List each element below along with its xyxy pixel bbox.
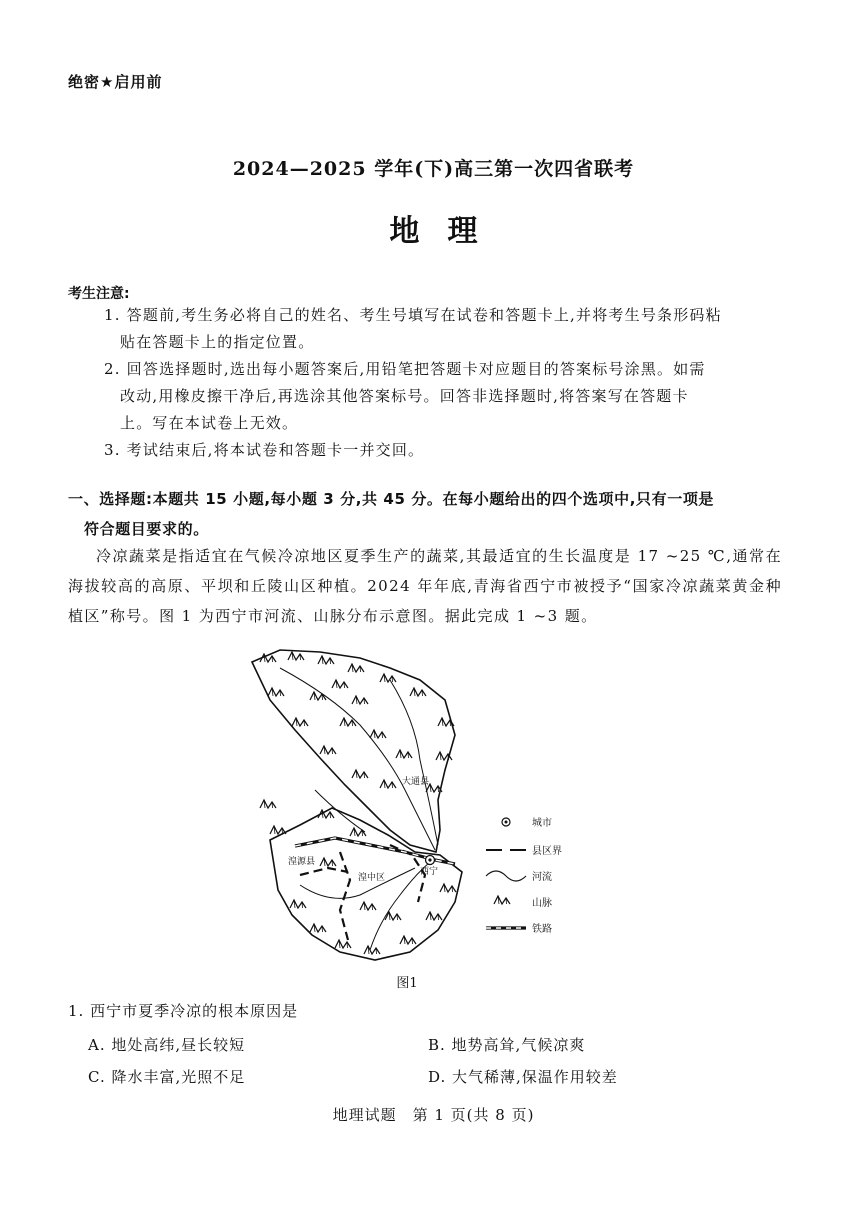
legend-city: 城市 xyxy=(532,818,552,829)
confidential-label: 绝密★启用前 xyxy=(68,73,163,91)
section-heading-line1: 一、选择题:本题共 15 小题,每小题 3 分,共 45 分。在每小题给出的四个选项中,只有一项是 xyxy=(68,490,715,508)
notice-item-1: 1. 答题前,考生务必将自己的姓名、考生号填写在试卷和答题卡上,并将考生号条形码粘 xyxy=(104,306,722,324)
mountain-icon xyxy=(494,896,510,904)
notice-heading: 考生注意: xyxy=(68,286,130,302)
notice-item-2: 2. 回答选择题时,选出每小题答案后,用铅笔把答题卡对应题目的答案标号涂黑。如需 xyxy=(104,360,706,378)
map-legend xyxy=(486,816,562,935)
label-huangzhong: 湟中区 xyxy=(358,873,386,883)
mountain-icon xyxy=(260,652,456,954)
notice-item-1-cont: 贴在答题卡上的指定位置。 xyxy=(120,333,315,351)
notice-item-3: 3. 考试结束后,将本试卷和答题卡一并交回。 xyxy=(104,441,425,459)
notice-item-2-cont: 改动,用橡皮擦干净后,再选涂其他答案标号。回答非选择题时,将答案写在答题卡 xyxy=(120,387,689,405)
county-boundary xyxy=(300,868,348,875)
option-a[interactable]: A. 地处高纬,昼长较短 xyxy=(88,1036,246,1054)
option-b[interactable]: B. 地势高耸,气候凉爽 xyxy=(428,1036,586,1054)
southern-region-outline xyxy=(270,808,462,960)
river xyxy=(390,680,438,845)
notice-item-2-cont2: 上。写在本试卷上无效。 xyxy=(120,414,299,432)
label-xining: 西宁 xyxy=(420,867,439,877)
subject-title: 地理 xyxy=(389,214,506,249)
xining-map xyxy=(240,640,590,970)
county-boundary xyxy=(340,852,350,940)
option-d[interactable]: D. 大气稀薄,保温作用较差 xyxy=(428,1068,618,1086)
label-huangyuan: 湟源县 xyxy=(288,857,316,867)
legend-mountain: 山脉 xyxy=(532,898,552,909)
river-legend-line xyxy=(486,871,526,881)
legend-boundary: 县区界 xyxy=(532,846,562,857)
legend-railway: 铁路 xyxy=(532,924,552,935)
page-footer: 地理试题 第 1 页(共 8 页) xyxy=(332,1106,535,1124)
legend-river: 河流 xyxy=(532,872,552,883)
figure-caption: 图1 xyxy=(396,976,418,991)
label-datong: 大通县 xyxy=(402,777,430,787)
option-c[interactable]: C. 降水丰富,光照不足 xyxy=(88,1068,246,1086)
question-1-stem: 1. 西宁市夏季冷凉的根本原因是 xyxy=(68,1002,299,1020)
section-heading xyxy=(68,484,768,544)
section-heading-line2: 符合题目要求的。 xyxy=(84,520,209,538)
passage-text: 冷凉蔬菜是指适宜在气候冷凉地区夏季生产的蔬菜,其最适宜的生长温度是 17 ~25 ℃,通常在海拔较高的高原、平坝和丘陵山区种植。2024 年年底,青海省西宁市被授予“国家冷凉蔬菜黄金种植区”称号。图 1 为西宁市河流、山脉分布示意图。据此完成 1 ~3 题。 xyxy=(68,547,782,625)
exam-title: 2024—2025 学年(下)高三第一次四省联考 xyxy=(232,158,635,180)
datong-region-outline xyxy=(252,650,455,852)
